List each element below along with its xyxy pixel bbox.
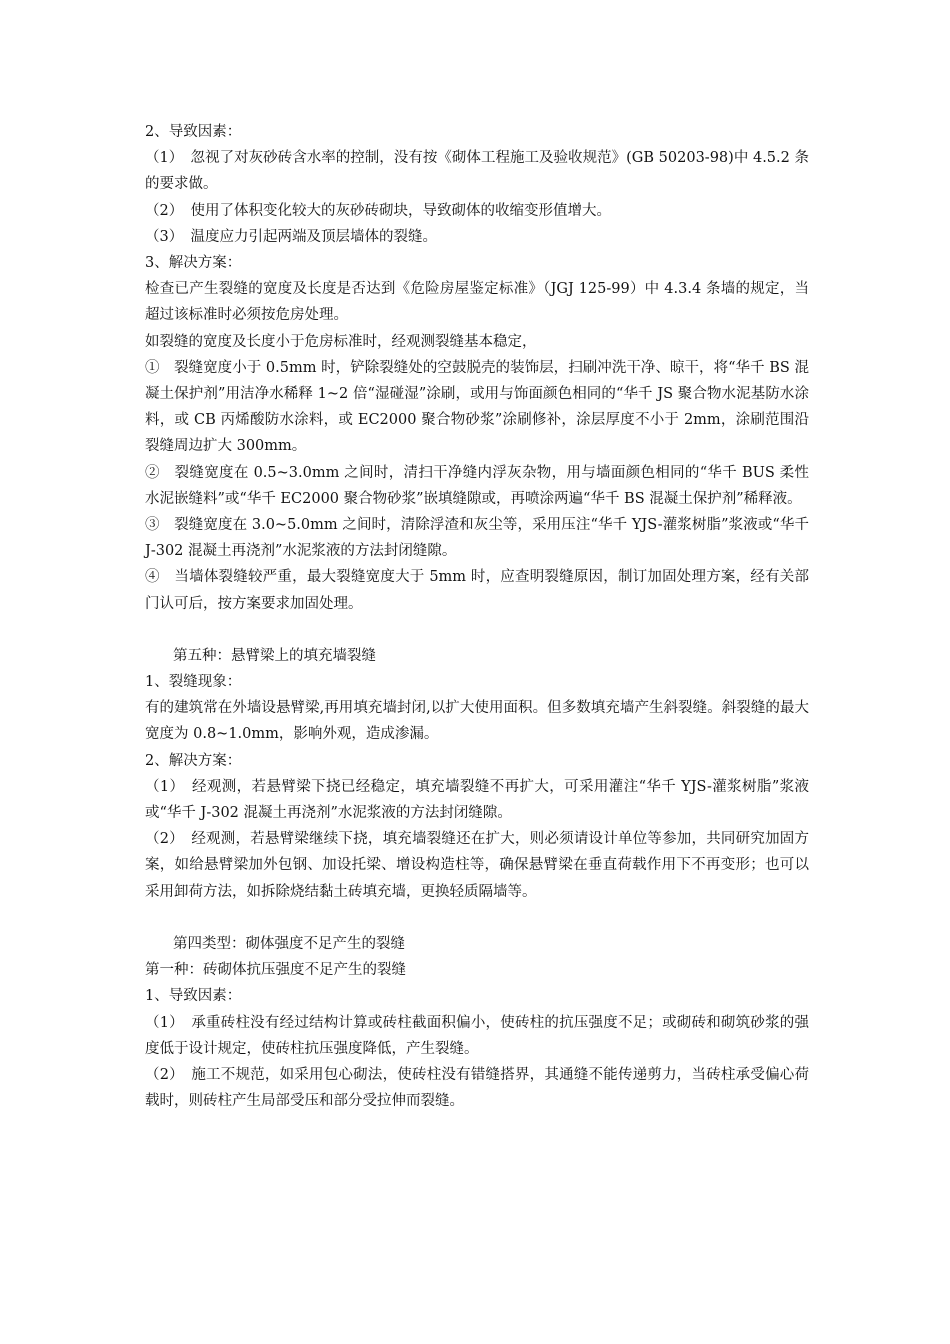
paragraph: （2） 施工不规范，如采用包心砌法，使砖柱没有错缝搭界，其通缝不能传递剪力，当砖柱承受偏心荷载时，则砖柱产生局部受压和部分受拉伸而裂缝。 — [145, 1066, 809, 1110]
paragraph: 2、导致因素： — [145, 124, 242, 140]
paragraph: （1） 承重砖柱没有经过结构计算或砖柱截面积偏小，使砖柱的抗压强度不足；或砌砖和砌筑砂浆的强度低于设计规定，使砖柱抗压强度降低，产生裂缝。 — [145, 1014, 809, 1057]
document-page — [145, 119, 809, 1114]
paragraph: （2） 使用了体积变化较大的灰砂砖砌块，导致砌体的收缩变形值增大。 — [145, 202, 611, 219]
paragraph: 检查已产生裂缝的宽度及长度是否达到《危险房屋鉴定标准》（JGJ 125-99）中 4.3.4 条墙的规定，当超过该标准时必须按危房处理。 — [145, 281, 809, 324]
paragraph: （1） 忽视了对灰砂砖含水率的控制，没有按《砌体工程施工及验收规范》(GB 50203-98)中 4.5.2 条的要求做。 — [145, 150, 809, 193]
paragraph: 2、解决方案： — [145, 752, 242, 769]
section-heading: 第五种：悬臂梁上的填充墙裂缝 — [173, 647, 376, 664]
paragraph: 1、裂缝现象： — [145, 674, 242, 691]
paragraph: ③ 裂缝宽度在 3.0~5.0mm 之间时，清除浮渣和灰尘等，采用压注“华千 YJS-灌浆树脂”浆液或“华千 J-302 混凝土再浇剂”水泥浆液的方法封闭缝隙。 — [145, 517, 809, 560]
paragraph: 有的建筑常在外墙设悬臂梁,再用填充墙封闭,以扩大使用面积。但多数填充墙产生斜裂缝。斜裂缝的最大宽度为 0.8~1.0mm，影响外观，造成渗漏。 — [145, 700, 809, 743]
paragraph: （2） 经观测，若悬臂梁继续下挠，填充墙裂缝还在扩大，则必须请设计单位等参加，共同研究加固方案，如给悬臂梁加外包钢、加设托梁、增设构造柱等，确保悬臂梁在垂直荷载作用下不再变形；也可以采用卸荷方法，如拆除烧结黏土砖填充墙，更换轻质隔墙等。 — [145, 831, 809, 900]
paragraph: （3） 温度应力引起两端及顶层墙体的裂缝。 — [145, 228, 437, 245]
paragraph: 1、导致因素： — [145, 988, 242, 1005]
section-2 — [145, 643, 809, 905]
paragraph: ④ 当墙体裂缝较严重，最大裂缝宽度大于 5mm 时，应查明裂缝原因，制订加固处理方案，经有关部门认可后，按方案要求加固处理。 — [145, 569, 809, 612]
paragraph: ① 裂缝宽度小于 0.5mm 时，铲除裂缝处的空鼓脱壳的装饰层，扫刷冲洗干净、晾干，将“华千 BS 混凝土保护剂”用洁净水稀释 1~2 倍“湿碰湿”涂刷，或用与饰面颜色相同的“华千 JS 聚合物水泥基防水涂料，或 CB 丙烯酸防水涂料，或 EC2000 聚合物砂浆”涂刷修补，涂层厚度不小于 2mm，涂刷范围沿裂缝周边扩大 300mm。 — [145, 359, 809, 455]
paragraph: ② 裂缝宽度在 0.5~3.0mm 之间时，清扫干净缝内浮灰杂物，用与墙面颜色相同的“华千 BUS 柔性水泥嵌缝料”或“华千 EC2000 聚合物砂浆”嵌填缝隙或，再喷涂两遍“华千 BS 混凝土保护剂”稀释液。 — [145, 464, 809, 507]
spacer — [145, 905, 809, 931]
section-heading: 第四类型：砌体强度不足产生的裂缝 — [173, 935, 405, 952]
paragraph: （1） 经观测，若悬臂梁下挠已经稳定，填充墙裂缝不再扩大，可采用灌注“华千 YJS-灌浆树脂”浆液或“华千 J-302 混凝土再浇剂”水泥浆液的方法封闭缝隙。 — [145, 778, 809, 822]
section-3 — [145, 931, 809, 1114]
spacer — [145, 617, 809, 643]
paragraph: 如裂缝的宽度及长度小于危房标准时，经观测裂缝基本稳定， — [145, 333, 537, 350]
section-1 — [145, 119, 809, 617]
paragraph: 3、解决方案： — [145, 255, 242, 272]
paragraph: 第一种：砖砌体抗压强度不足产生的裂缝 — [145, 962, 406, 979]
